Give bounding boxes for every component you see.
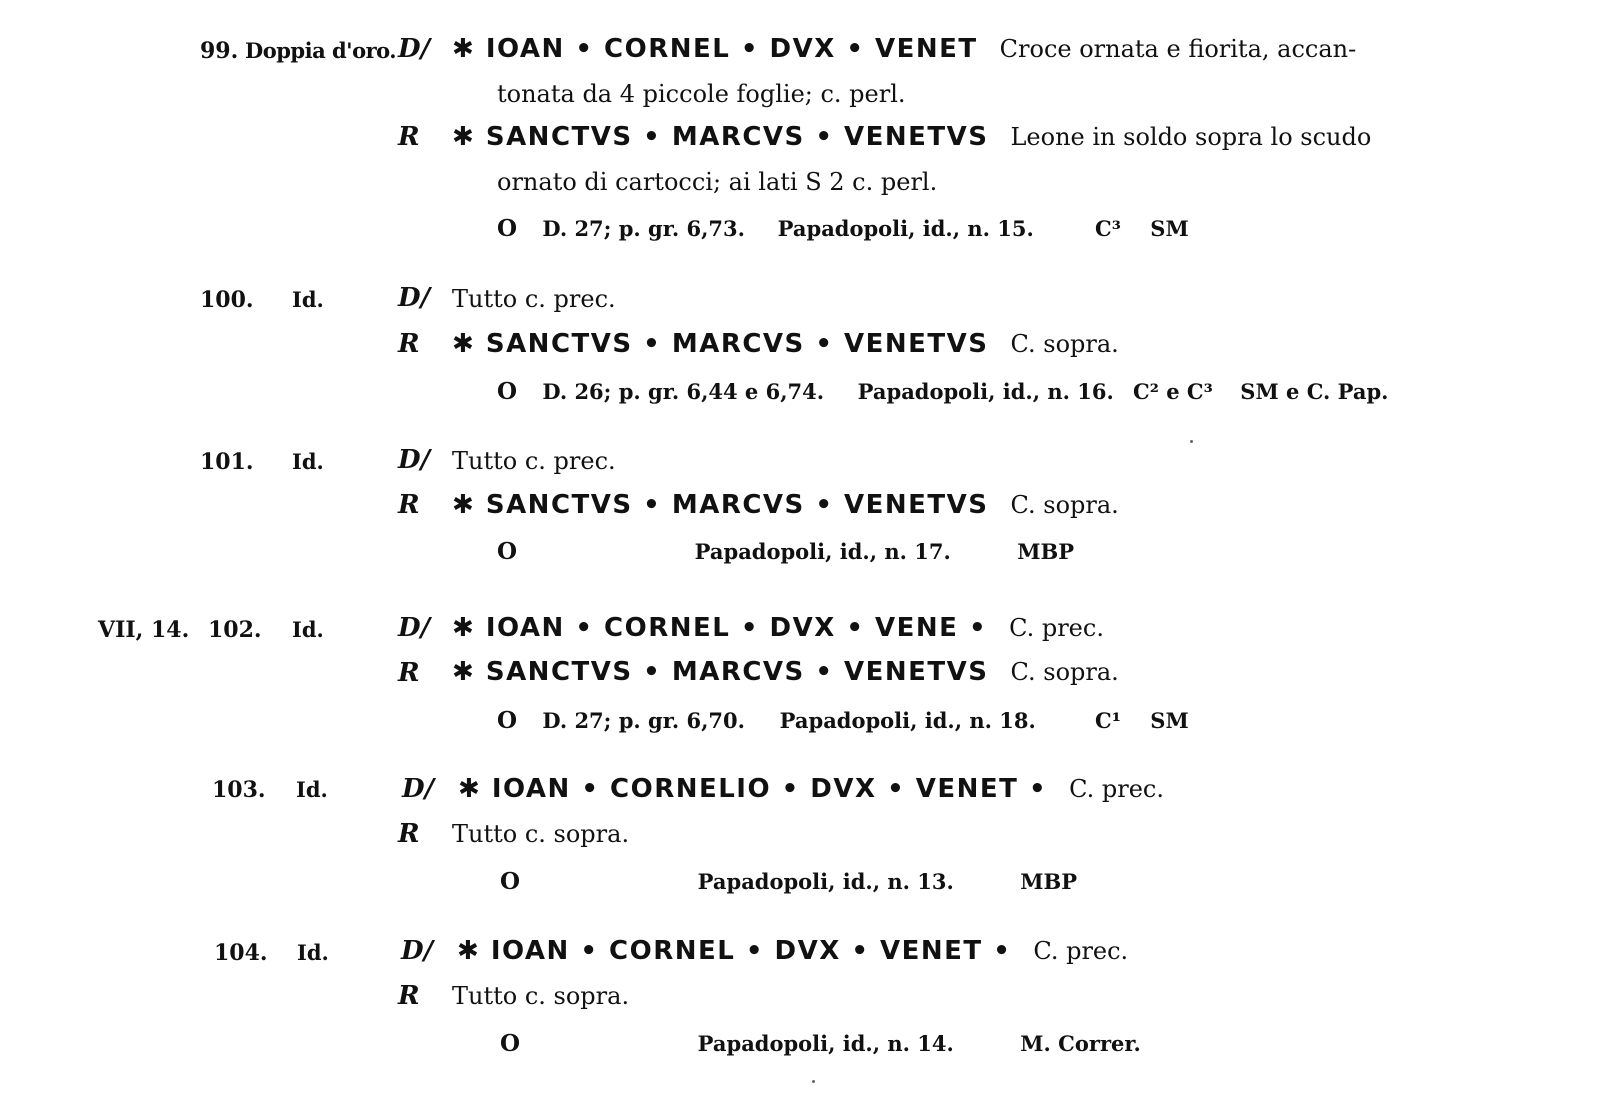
reference: Papadopoli, id., n. 14. <box>697 1031 954 1056</box>
obverse-line <box>452 34 1356 64</box>
obverse-symbol: D/ <box>398 613 431 643</box>
entry-number: 100. <box>200 287 254 313</box>
metal-mark: O <box>500 1030 521 1057</box>
obverse-description: Tutto c. prec. <box>452 285 616 313</box>
obverse-legend: ✱ IOAN • CORNEL • DVX • VENET <box>452 34 978 64</box>
collection: SM <box>1150 708 1189 733</box>
obverse-description: Tutto c. prec. <box>452 447 616 475</box>
collection: MBP <box>1017 539 1075 564</box>
reverse-description: Leone in soldo sopra lo scudo <box>1010 123 1372 151</box>
obverse-legend: ✱ IOAN • CORNEL • DVX • VENE • <box>452 613 988 643</box>
print-speck <box>812 1080 815 1083</box>
reverse-line <box>452 819 629 849</box>
metal-mark: O <box>500 868 521 895</box>
weight-details: D. 26; p. gr. 6,44 e 6,74. <box>542 379 825 404</box>
reverse-legend: ✱ SANCTVS • MARCVS • VENETVS <box>452 490 989 520</box>
obverse-description: C. prec. <box>1009 614 1104 642</box>
reverse-line <box>452 981 629 1011</box>
weight-details: D. 27; p. gr. 6,73. <box>542 216 745 241</box>
reverse-symbol: R <box>398 490 420 520</box>
reverse-symbol: R <box>398 122 420 152</box>
rarity: C¹ <box>1094 708 1121 733</box>
reverse-description: C. sopra. <box>1010 330 1119 358</box>
collection: SM e C. Pap. <box>1240 379 1389 404</box>
obverse-symbol: D/ <box>398 283 431 313</box>
entry-number: 101. <box>200 449 254 475</box>
obverse-continuation: tonata da 4 piccole foglie; c. perl. <box>497 80 906 108</box>
obverse-line <box>452 446 616 476</box>
reverse-legend: ✱ SANCTVS • MARCVS • VENETVS <box>452 122 989 152</box>
obverse-legend: ✱ IOAN • CORNELIO • DVX • VENET • <box>458 774 1048 804</box>
entry-number: 104. <box>214 940 268 966</box>
collection: MBP <box>1020 869 1078 894</box>
reverse-symbol: R <box>398 658 420 688</box>
reverse-legend: ✱ SANCTVS • MARCVS • VENETVS <box>452 329 989 359</box>
obverse-line <box>457 936 1128 966</box>
coin-name: Id. <box>292 287 324 312</box>
entry-meta <box>497 707 1189 734</box>
reverse-line <box>452 329 1119 359</box>
reverse-description: Tutto c. sopra. <box>452 820 630 848</box>
metal-mark: O <box>497 215 518 242</box>
obverse-symbol: D/ <box>401 936 434 966</box>
obverse-line <box>452 284 616 314</box>
entry-number: 103. <box>212 777 266 803</box>
metal-mark: O <box>497 378 518 405</box>
reference: Papadopoli, id., n. 18. <box>779 708 1036 733</box>
entry-meta <box>497 215 1189 242</box>
plate-reference: VII, 14. <box>98 617 190 643</box>
reverse-continuation: ornato di cartocci; ai lati S 2 c. perl. <box>497 168 938 196</box>
reverse-legend: ✱ SANCTVS • MARCVS • VENETVS <box>452 657 989 687</box>
rarity: C³ <box>1094 216 1121 241</box>
coin-name: Id. <box>292 449 324 474</box>
entry-number: 102. <box>208 617 262 643</box>
metal-mark: O <box>497 707 518 734</box>
entry-meta <box>497 378 1389 405</box>
reverse-line <box>452 657 1119 687</box>
collection: M. Correr. <box>1020 1031 1141 1056</box>
reverse-line <box>452 490 1119 520</box>
reference: Papadopoli, id., n. 17. <box>694 539 951 564</box>
metal-mark: O <box>497 538 518 565</box>
reference: Papadopoli, id., n. 13. <box>697 869 954 894</box>
collection: SM <box>1150 216 1189 241</box>
obverse-symbol: D/ <box>398 34 431 64</box>
obverse-description: C. prec. <box>1069 775 1164 803</box>
obverse-line <box>458 774 1164 804</box>
obverse-description: C. prec. <box>1033 937 1129 965</box>
reverse-description: Tutto c. sopra. <box>452 982 630 1010</box>
reverse-symbol: R <box>398 819 420 849</box>
coin-name: Doppia d'oro. <box>245 38 397 63</box>
reverse-description: C. sopra. <box>1010 658 1119 686</box>
print-speck <box>1190 440 1193 443</box>
coin-name: Id. <box>292 617 324 642</box>
entry-number: 99. <box>200 38 239 64</box>
entry-meta <box>500 1030 1141 1057</box>
weight-details: D. 27; p. gr. 6,70. <box>542 708 745 733</box>
obverse-line <box>452 613 1104 643</box>
obverse-legend: ✱ IOAN • CORNEL • DVX • VENET • <box>457 936 1012 966</box>
coin-name: Id. <box>297 940 329 965</box>
reverse-line <box>452 122 1371 152</box>
obverse-description: Croce ornata e fiorita, accan- <box>999 35 1357 63</box>
entry-meta <box>500 868 1077 895</box>
obverse-symbol: D/ <box>402 774 435 804</box>
reverse-symbol: R <box>398 981 420 1011</box>
entry-meta <box>497 538 1074 565</box>
reverse-description: C. sopra. <box>1010 491 1119 519</box>
rarity: C² e C³ <box>1132 379 1213 404</box>
reference: Papadopoli, id., n. 16. <box>857 379 1114 404</box>
reference: Papadopoli, id., n. 15. <box>777 216 1034 241</box>
coin-name: Id. <box>296 777 328 802</box>
obverse-symbol: D/ <box>398 445 431 475</box>
reverse-symbol: R <box>398 329 420 359</box>
